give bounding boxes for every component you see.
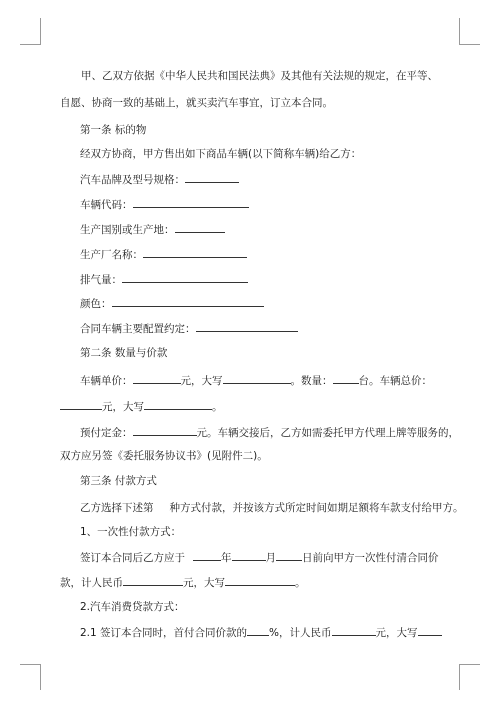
vin-field (80, 197, 249, 212)
total-price-words-blank[interactable] (144, 399, 212, 410)
origin-field (80, 222, 225, 237)
config-label: 合同车辆主要配置约定： (80, 323, 196, 335)
method-blank[interactable] (154, 500, 170, 511)
brand-blank[interactable] (185, 172, 239, 183)
article3-heading: 第三条 付款方式 (80, 475, 157, 487)
loan-amount-blank[interactable] (332, 625, 376, 636)
quantity-unit-label: 台。车辆总价： (358, 375, 432, 387)
total-price-line (60, 399, 223, 414)
deposit-rest: 元。车辆交接后，乙方如需委托甲方代理上牌等服务的， (196, 427, 459, 439)
deposit-line (80, 425, 459, 440)
origin-blank[interactable] (175, 222, 225, 233)
color-blank[interactable] (112, 296, 264, 307)
displacement-field (80, 272, 248, 287)
lump-amount-blank[interactable] (123, 575, 183, 586)
deposit-blank[interactable] (133, 425, 197, 436)
brand-label: 汽车品牌及型号规格： (80, 174, 185, 186)
lump-sum-date-line (80, 550, 439, 565)
lump-sum-amount-line (60, 575, 306, 590)
yuan-label: 元，大写 (183, 577, 225, 589)
lump-amount-words-blank[interactable] (225, 575, 295, 586)
yuan-label: 元，大写 (102, 401, 144, 413)
crop-mark-top-left (40, 18, 41, 44)
year-label: 年 (221, 552, 232, 564)
crop-mark-top-right (459, 44, 480, 45)
price-line (80, 373, 432, 388)
year-blank[interactable] (193, 550, 221, 561)
loan-words-blank[interactable] (418, 625, 442, 636)
config-field (80, 321, 298, 336)
unit-price-words-blank[interactable] (223, 373, 291, 384)
rmb-label: 款，计人民币 (60, 577, 123, 589)
displacement-blank[interactable] (122, 272, 248, 283)
vin-label: 车辆代码： (80, 199, 133, 211)
quantity-blank[interactable] (333, 373, 359, 384)
loan-down-payment-line (80, 625, 442, 640)
crop-mark-top-right (459, 18, 460, 44)
end-mark: 。 (212, 401, 223, 413)
crop-mark-bottom-right (459, 664, 480, 665)
deposit-label: 预付定金： (80, 427, 133, 439)
crop-mark-bottom-right (459, 664, 460, 690)
color-field (80, 296, 264, 311)
crop-mark-top-left (20, 44, 41, 45)
color-label: 颜色： (80, 298, 112, 310)
article1-description: 经双方协商，甲方售出如下商品车辆(以下简称车辆)给乙方： (80, 148, 362, 160)
maker-blank[interactable] (143, 247, 247, 258)
lump-sum-heading: 1、一次性付款方式： (80, 526, 182, 538)
displacement-label: 排气量： (80, 274, 122, 286)
yuan-label: 元，大写 (180, 375, 223, 387)
month-blank[interactable] (232, 550, 266, 561)
end-mark: 。 (295, 577, 306, 589)
crop-mark-bottom-left (20, 664, 41, 665)
loan-prefix: 2.1 签订本合同时，首付合同价款的 (80, 627, 248, 639)
vin-blank[interactable] (133, 197, 249, 208)
article2-heading: 第二条 数量与价款 (80, 347, 168, 359)
unit-price-label: 车辆单价： (80, 375, 133, 387)
origin-label: 生产国别或生产地： (80, 224, 175, 236)
lump-prefix: 签订本合同后乙方应于 (80, 552, 185, 564)
loan-yuan-label: 元，大写 (375, 627, 418, 639)
month-label: 月 (265, 552, 276, 564)
config-blank[interactable] (196, 321, 298, 332)
total-price-blank[interactable] (60, 399, 102, 410)
maker-field (80, 247, 247, 262)
brand-field (80, 172, 239, 187)
day-blank[interactable] (276, 550, 302, 561)
service-note: 双方应另签《委托服务协议书》(见附件二)。 (60, 450, 268, 462)
quantity-label: 。数量： (290, 375, 333, 387)
unit-price-blank[interactable] (133, 373, 181, 384)
loan-heading: 2.汽车消费贷款方式： (80, 601, 185, 613)
intro-line-1: 甲、乙双方依据《中华人民共和国民法典》及其他有关法规的规定，在平等、 (81, 70, 438, 82)
intro-line-2: 自愿、协商一致的基础上，就买卖汽车事宜，订立本合同。 (60, 97, 333, 109)
lump-suffix: 日前向甲方一次性付清合同价 (302, 552, 439, 564)
method-prefix: 乙方选择下述第 (80, 502, 154, 514)
crop-mark-bottom-left (40, 664, 41, 690)
percent-blank[interactable] (247, 625, 269, 636)
percent-label: %，计人民币 (269, 627, 332, 639)
article1-heading: 第一条 标的物 (80, 124, 147, 136)
method-suffix: 种方式付款，并按该方式所定时间如期足额将车款支付给甲方。 (169, 502, 464, 514)
maker-label: 生产厂名称： (80, 249, 143, 261)
payment-method-line (80, 500, 464, 515)
